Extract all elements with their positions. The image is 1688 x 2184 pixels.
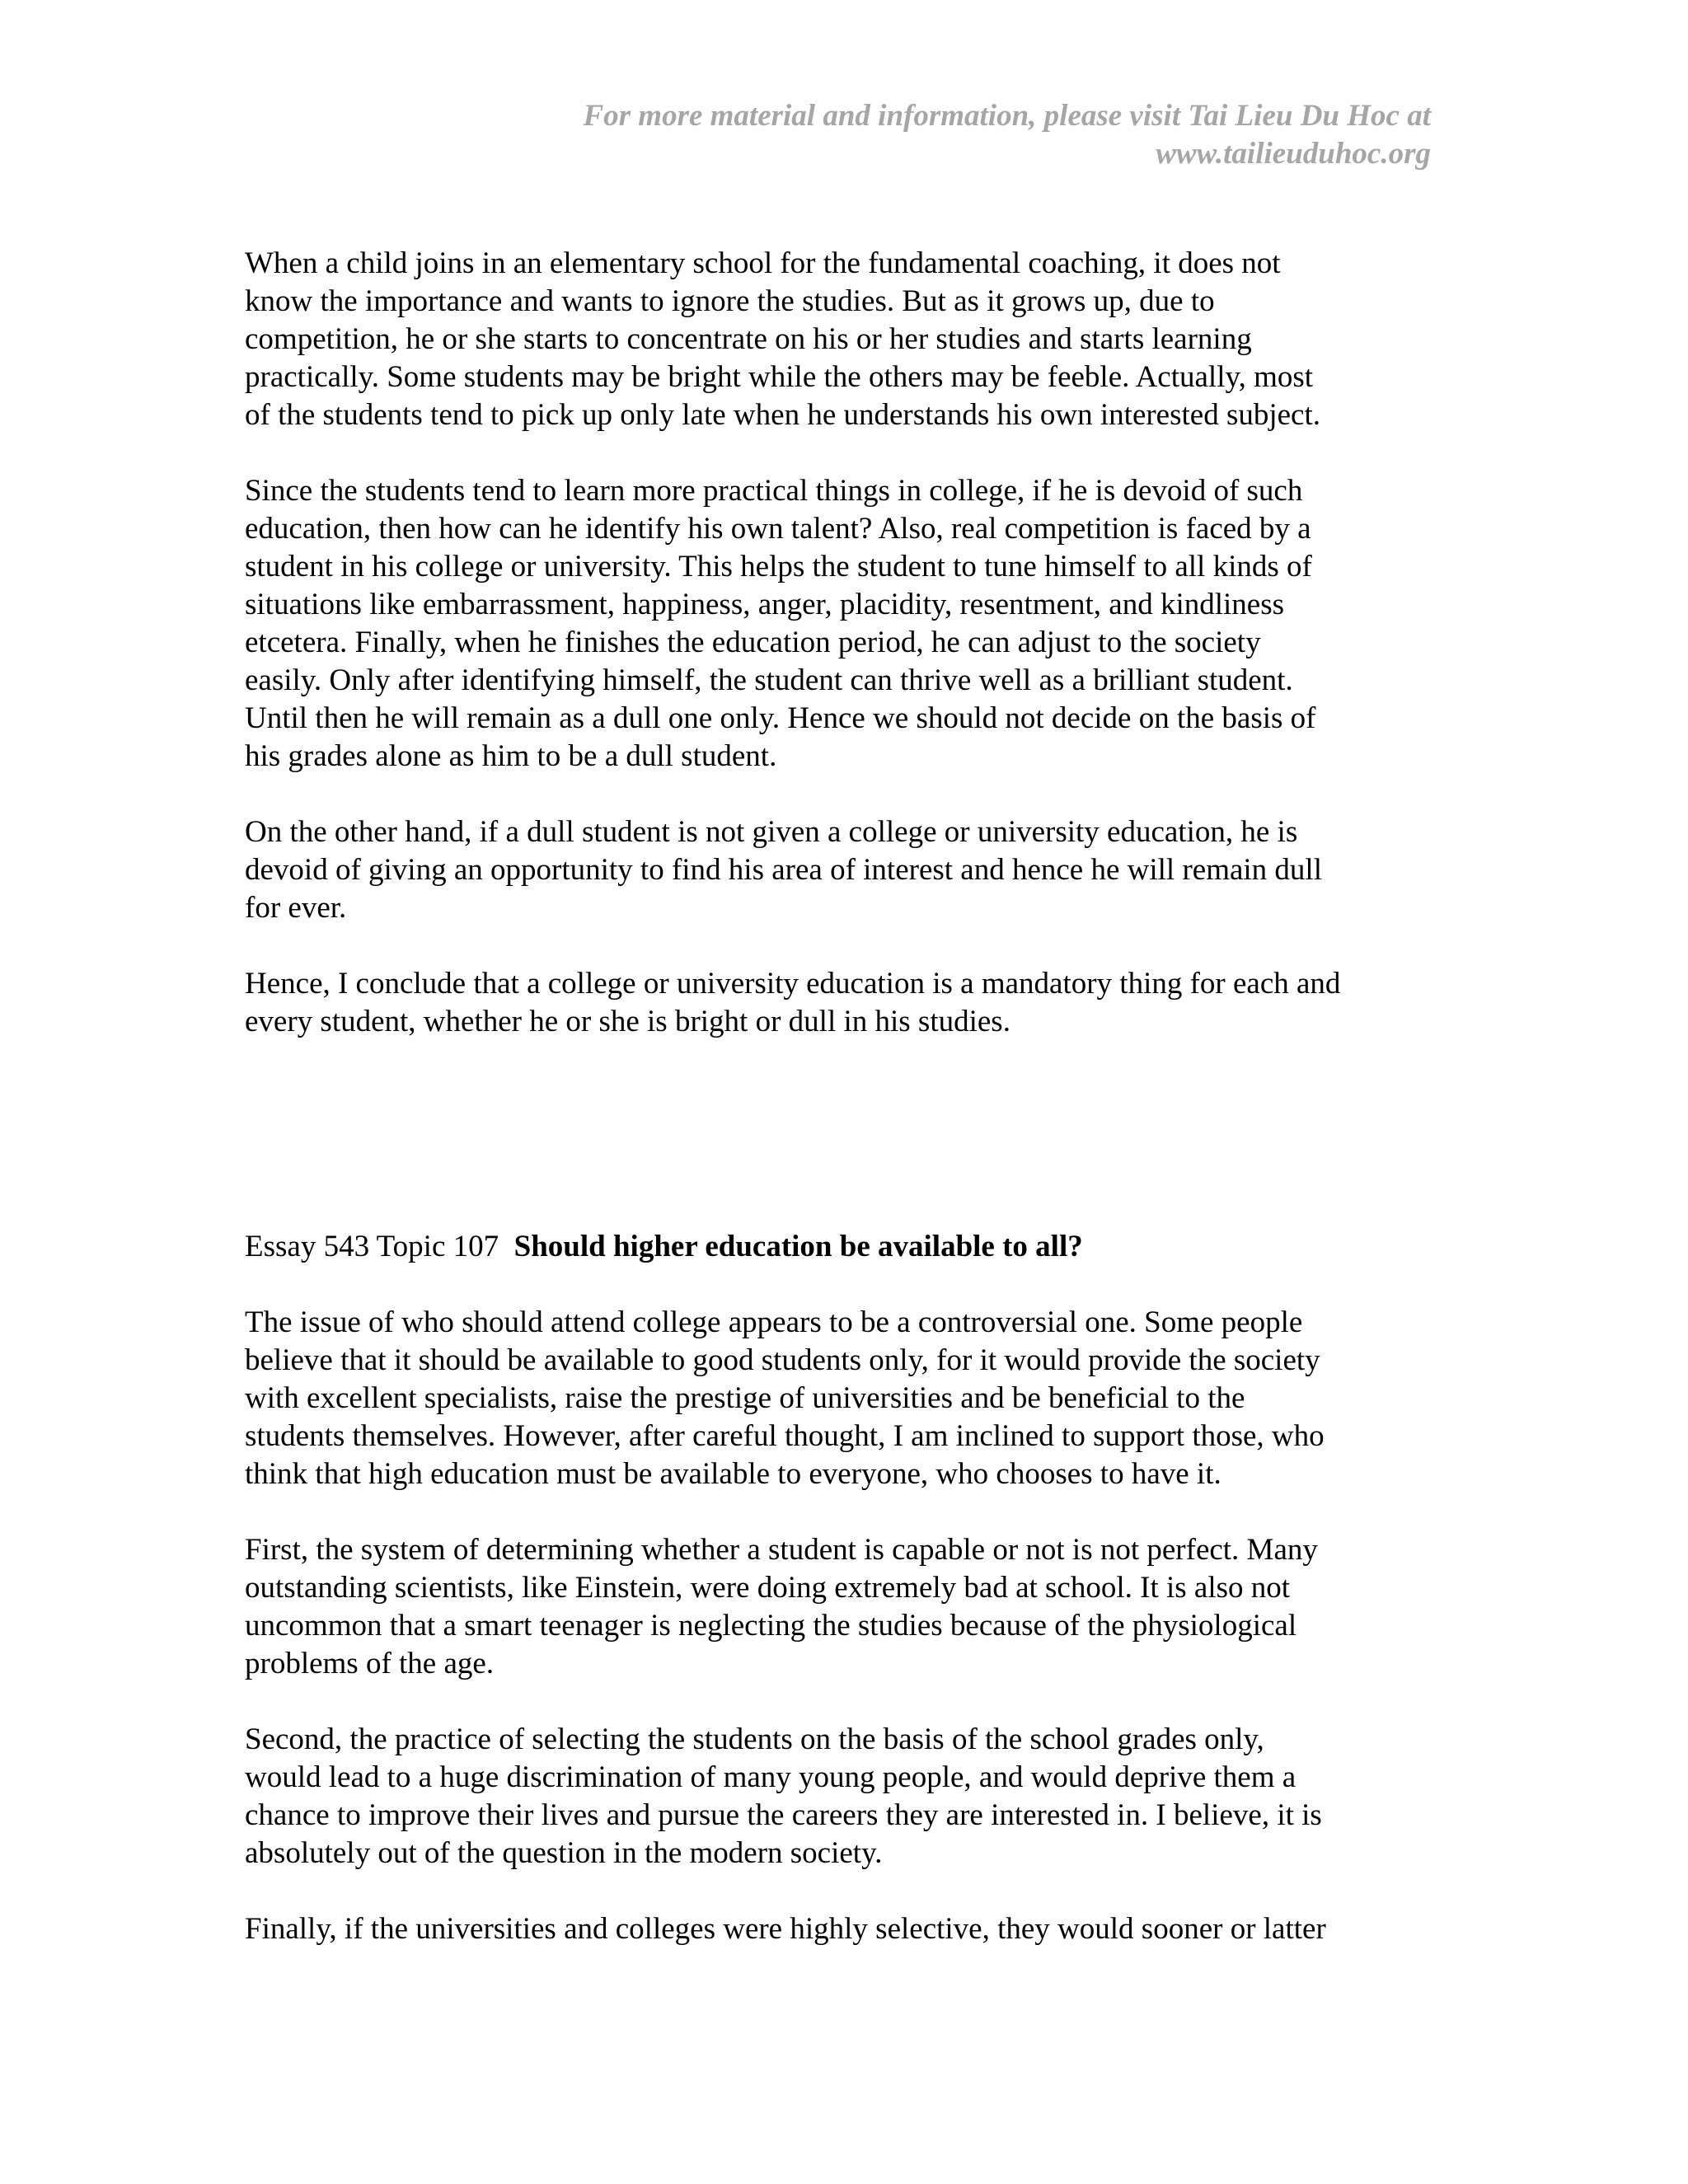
essay-label: Essay 543 Topic 107: [245, 1230, 499, 1263]
text-line: of the students tend to pick up only late when he understands his own interested subject.: [245, 398, 1321, 432]
paragraph-conclusion: [245, 965, 1448, 1041]
text-line: know the importance and wants to ignore the studies. But as it grows up, due to: [245, 284, 1215, 318]
text-line: for ever.: [245, 891, 347, 925]
text-line: First, the system of determining whether a student is capable or not is not perfect. Many: [245, 1533, 1318, 1567]
paragraph-essay-second: [245, 1721, 1448, 1872]
text-line: outstanding scientists, like Einstein, were doing extremely bad at school. It is also not: [245, 1571, 1291, 1605]
page-header: [195, 97, 1431, 173]
essay-title: Should higher education be available to all?: [513, 1230, 1083, 1263]
header-line-1: For more material and information, please visit Tai Lieu Du Hoc at: [583, 99, 1431, 133]
text-line: problems of the age.: [245, 1647, 495, 1680]
text-line: On the other hand, if a dull student is not given a college or university education, he is: [245, 815, 1298, 849]
text-line: education, then how can he identify his own talent? Also, real competition is faced by a: [245, 512, 1311, 546]
text-line: Second, the practice of selecting the students on the basis of the school grades only,: [245, 1722, 1264, 1756]
text-line: etcetera. Finally, when he finishes the education period, he can adjust to the society: [245, 626, 1261, 659]
text-line: When a child joins in an elementary school for the fundamental coaching, it does not: [245, 246, 1281, 280]
text-line: devoid of giving an opportunity to find his area of interest and hence he will remain dull: [245, 853, 1322, 887]
paragraph-child-learning: [245, 245, 1448, 434]
text-line: competition, he or she starts to concentrate on his or her studies and starts learning: [245, 322, 1252, 356]
text-line: think that high education must be available to everyone, who chooses to have it.: [245, 1457, 1221, 1491]
text-line: The issue of who should attend college appears to be a controversial one. Some people: [245, 1305, 1303, 1339]
text-line: chance to improve their lives and pursue the careers they are interested in. I believe, it is: [245, 1798, 1322, 1832]
paragraph-essay-finally: [245, 1910, 1448, 1948]
text-line: would lead to a huge discrimination of many young people, and would deprive them a: [245, 1760, 1296, 1794]
text-line: practically. Some students may be bright while the others may be feeble. Actually, most: [245, 360, 1314, 394]
text-line: uncommon that a smart teenager is neglecting the studies because of the physiological: [245, 1609, 1297, 1643]
paragraph-essay-intro: [245, 1304, 1448, 1493]
text-line: every student, whether he or she is bright or dull in his studies.: [245, 1005, 1010, 1038]
text-line: Since the students tend to learn more practical things in college, if he is devoid of such: [245, 474, 1303, 508]
text-line: student in his college or university. This helps the student to tune himself to all kinds of: [245, 550, 1312, 583]
text-line: believe that it should be available to good students only, for it would provide the society: [245, 1343, 1320, 1377]
essay-heading: [245, 1228, 1083, 1266]
paragraph-practical-college: [245, 472, 1448, 776]
text-line: absolutely out of the question in the modern society.: [245, 1836, 883, 1870]
text-line: with excellent specialists, raise the prestige of universities and be beneficial to the: [245, 1381, 1245, 1415]
text-line: situations like embarrassment, happiness, anger, placidity, resentment, and kindliness: [245, 588, 1285, 621]
text-line: Finally, if the universities and colleges were highly selective, they would sooner or latter: [245, 1912, 1326, 1946]
text-line: Until then he will remain as a dull one only. Hence we should not decide on the basis of: [245, 701, 1316, 735]
text-line: his grades alone as him to be a dull student.: [245, 739, 777, 773]
paragraph-essay-first: [245, 1531, 1448, 1683]
text-line: Hence, I conclude that a college or university education is a mandatory thing for each and: [245, 967, 1341, 1001]
header-line-2: www.tailieuduhoc.org: [1156, 137, 1431, 171]
text-line: students themselves. However, after careful thought, I am inclined to support those, who: [245, 1419, 1325, 1453]
paragraph-other-hand: [245, 813, 1448, 927]
text-line: easily. Only after identifying himself, the student can thrive well as a brilliant student.: [245, 663, 1293, 697]
